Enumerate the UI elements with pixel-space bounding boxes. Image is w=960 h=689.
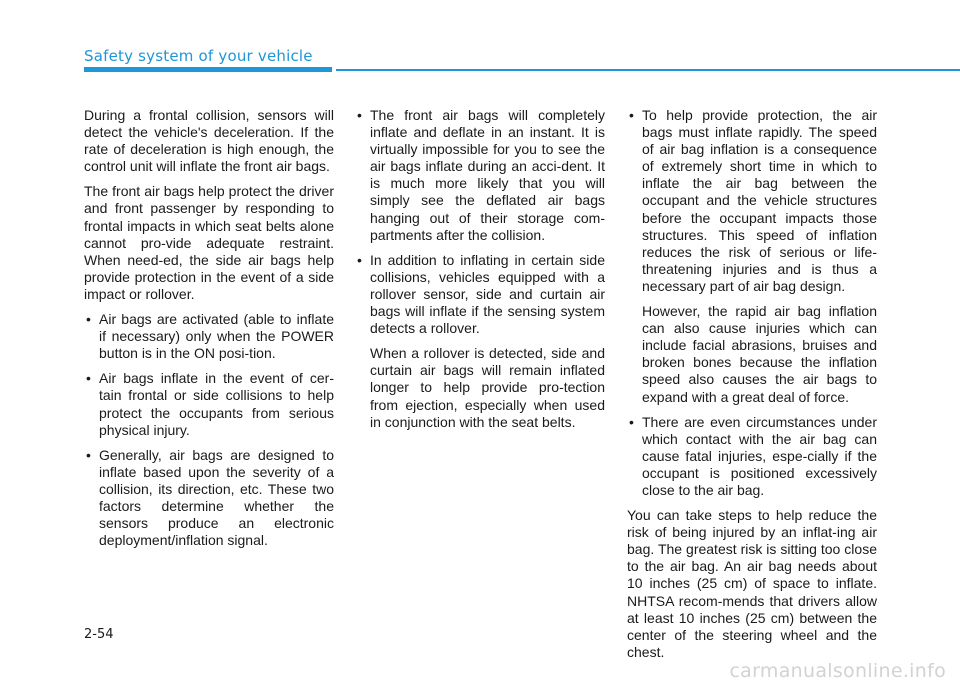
bullet-icon: •	[86, 446, 91, 463]
bullet-list	[355, 107, 605, 431]
watermark: carmanualsonline.info	[729, 660, 946, 682]
list-item-text: Generally, air bags are designed to inflate based upon the severity of a collision, its direction, etc. These two factors determine whether the sensors produce an electronic deployment/inflation signal.	[99, 446, 334, 549]
bullet-list	[84, 311, 334, 549]
bullet-list	[627, 107, 877, 499]
paragraph: The front air bags help protect the driver and front passenger by responding to frontal impacts in which seat belts alone cannot pro-vide adequate restraint. When need-ed, the side air bags help provide protection in the event of a side impact or rollover.	[84, 183, 334, 302]
list-item-text: The front air bags will completely inflate and deflate in an instant. It is virtually impossible for you to see the air bags inflate during an acci-dent. It is much more likely that you will simply see the deflated air bags hanging out of their storage com-partments after the collision.	[370, 107, 605, 243]
list-item	[355, 252, 605, 431]
bullet-icon: •	[357, 251, 362, 268]
column-middle	[355, 107, 605, 439]
bullet-icon: •	[629, 107, 634, 123]
list-item-subparagraph: When a rollover is detected, side and curtain air bags will remain inflated longer to help provide pro-tection from ejection, especially when used in conjunction with the seat belts.	[370, 345, 605, 430]
header-rule-thick	[84, 67, 332, 72]
list-item-text: Air bags inflate in the event of cer-tain frontal or side collisions to help protect the occupants from serious physical injury.	[99, 370, 334, 438]
column-right	[627, 107, 877, 669]
list-item	[355, 107, 605, 244]
list-item-text: In addition to inflating in certain side collisions, vehicles equipped with a rollover sensor, side and curtain air bags will inflate if the sensing system detects a rollover.	[370, 251, 605, 337]
bullet-icon: •	[86, 370, 91, 387]
list-item	[627, 107, 877, 406]
paragraph: During a frontal collision, sensors will detect the vehicle's deceleration. If the rate of deceleration is high enough, the control unit will inflate the front air bags.	[84, 107, 334, 175]
bullet-icon: •	[86, 311, 91, 328]
list-item	[84, 370, 334, 438]
list-item	[627, 414, 877, 499]
bullet-icon: •	[357, 107, 362, 123]
bullet-icon: •	[629, 413, 634, 430]
list-item	[84, 311, 334, 362]
paragraph: You can take steps to help reduce the risk of being injured by an inflat-ing air bag. The greatest risk is sitting too close to the air bag. An air bag needs about 10 inches (25 cm) of space to inflate. NHTSA recom-mends that drivers allow at least 10 inches (25 cm) between the center of the steering wheel and the chest.	[627, 507, 877, 660]
list-item-text: Air bags are activated (able to inflate if necessary) only when the POWER button is in the ON posi-tion.	[99, 311, 334, 362]
page-number: 2-54	[84, 627, 114, 642]
section-title: Safety system of your vehicle	[84, 47, 313, 65]
list-item-text: There are even circumstances under which contact with the air bag can cause fatal injuries, espe-cially if the occupant is positioned excessively close to the air bag.	[642, 413, 877, 498]
list-item-subparagraph: However, the rapid air bag inflation can also cause injuries which can include facial abrasions, bruises and broken bones because the inflation speed also causes the air bags to expand with a great deal of force.	[642, 303, 877, 405]
list-item	[84, 447, 334, 550]
header-rule-thin	[336, 69, 960, 71]
column-left	[84, 107, 334, 557]
list-item-text: To help provide protection, the air bags must inflate rapidly. The speed of air bag inflation is a consequence of extremely short time in which to inflate the air bag between the occupant and the vehicle structures before the occupant impacts those structures. This speed of inflation reduces the risk of serious or life-threatening injuries and is thus a necessary part of air bag design.	[642, 107, 877, 294]
